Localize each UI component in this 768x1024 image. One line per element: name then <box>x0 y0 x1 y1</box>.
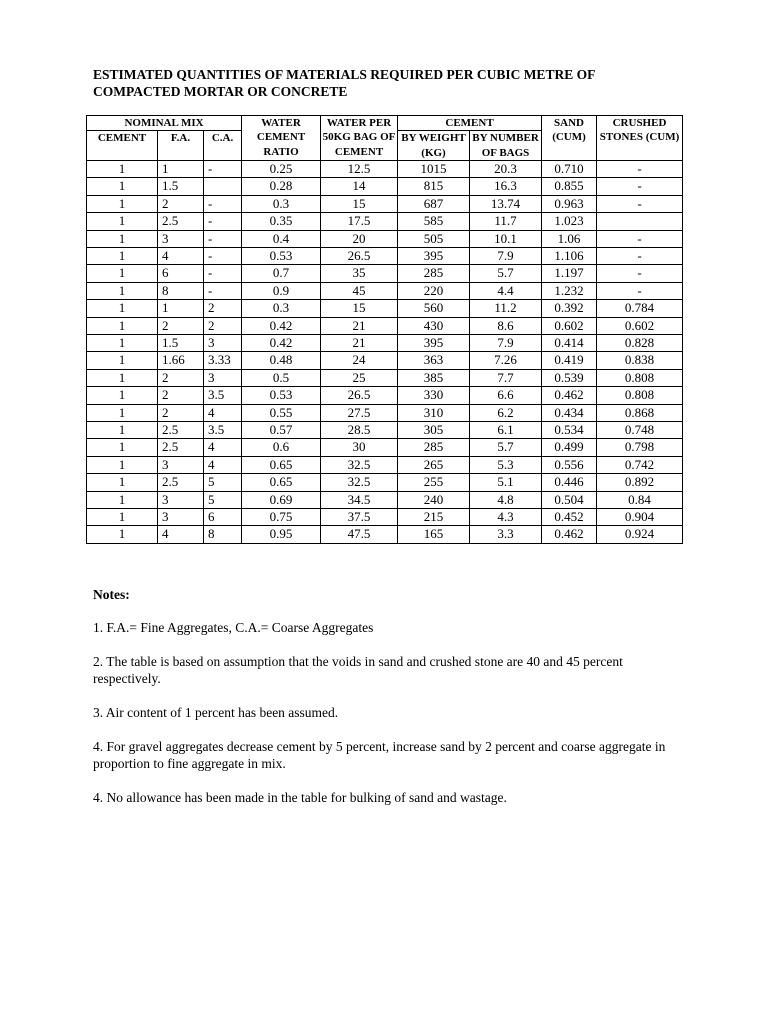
table-row <box>87 421 683 438</box>
header-by-weight: BY WEIGHT (KG) <box>398 131 470 161</box>
table-cell: 1.5 <box>158 334 204 351</box>
table-cell: 5 <box>204 474 242 491</box>
table-cell: 6.1 <box>470 421 542 438</box>
table-cell: 0.855 <box>542 178 597 195</box>
table-row <box>87 439 683 456</box>
table-row <box>87 300 683 317</box>
table-cell: 25 <box>321 369 398 386</box>
table-row <box>87 230 683 247</box>
table-cell: 5.3 <box>470 456 542 473</box>
table-cell: 0.904 <box>597 509 683 526</box>
table-cell: 37.5 <box>321 509 398 526</box>
table-cell: 34.5 <box>321 491 398 508</box>
table-cell: 0.539 <box>542 369 597 386</box>
table-cell: 1.197 <box>542 265 597 282</box>
table-cell: 1 <box>87 352 158 369</box>
table-cell: 1015 <box>398 160 470 177</box>
table-cell: 0.504 <box>542 491 597 508</box>
table-cell: 0.25 <box>242 160 321 177</box>
table-cell: - <box>597 178 683 195</box>
header-water-cement-ratio: WATER CEMENT RATIO <box>242 116 321 161</box>
table-cell: 165 <box>398 526 470 543</box>
table-cell: 3 <box>158 230 204 247</box>
table-cell: 4 <box>204 439 242 456</box>
table-cell: 0.57 <box>242 421 321 438</box>
table-cell: 3.33 <box>204 352 242 369</box>
table-cell: - <box>204 213 242 230</box>
table-cell: 395 <box>398 334 470 351</box>
table-cell: 0.798 <box>597 439 683 456</box>
table-cell: 1 <box>87 439 158 456</box>
table-cell: 0.892 <box>597 474 683 491</box>
table-cell: 560 <box>398 300 470 317</box>
table-cell: 5 <box>204 491 242 508</box>
table-cell: 1 <box>87 526 158 543</box>
table-cell: 17.5 <box>321 213 398 230</box>
table-row <box>87 474 683 491</box>
table-cell: - <box>204 265 242 282</box>
materials-table <box>86 115 683 544</box>
table-cell: 0.95 <box>242 526 321 543</box>
header-cement-group: CEMENT <box>398 116 542 131</box>
table-cell: 0.963 <box>542 195 597 212</box>
table-cell: 1 <box>87 369 158 386</box>
table-cell: 0.42 <box>242 334 321 351</box>
table-cell: 0.808 <box>597 369 683 386</box>
table-cell: 0.6 <box>242 439 321 456</box>
table-cell: 385 <box>398 369 470 386</box>
table-cell: 3 <box>158 491 204 508</box>
table-cell: 21 <box>321 317 398 334</box>
table-cell: 21 <box>321 334 398 351</box>
table-cell: 0.534 <box>542 421 597 438</box>
table-cell: 220 <box>398 282 470 299</box>
table-cell: 7.26 <box>470 352 542 369</box>
table-cell: 585 <box>398 213 470 230</box>
notes-section <box>93 586 693 823</box>
table-cell: 0.710 <box>542 160 597 177</box>
table-cell: 2 <box>158 369 204 386</box>
table-cell: - <box>597 195 683 212</box>
table-cell: 1 <box>87 421 158 438</box>
table-row <box>87 178 683 195</box>
table-cell: 2.5 <box>158 421 204 438</box>
table-cell: 6 <box>204 509 242 526</box>
table-cell: 16.3 <box>470 178 542 195</box>
table-cell: 28.5 <box>321 421 398 438</box>
table-cell: 1 <box>87 474 158 491</box>
table-cell: 2 <box>158 317 204 334</box>
table-row <box>87 509 683 526</box>
table-cell: 1 <box>87 300 158 317</box>
table-cell: 0.35 <box>242 213 321 230</box>
table-cell: 20 <box>321 230 398 247</box>
table-cell: - <box>204 230 242 247</box>
table-cell: 5.7 <box>470 439 542 456</box>
table-cell: 265 <box>398 456 470 473</box>
table-cell: - <box>597 247 683 264</box>
table-cell: 26.5 <box>321 247 398 264</box>
table-cell: 1 <box>87 265 158 282</box>
table-cell: 0.838 <box>597 352 683 369</box>
table-cell: 6.6 <box>470 387 542 404</box>
table-cell: 8 <box>158 282 204 299</box>
table-cell: 0.5 <box>242 369 321 386</box>
table-cell: 395 <box>398 247 470 264</box>
table-cell: 1.232 <box>542 282 597 299</box>
table-cell: 2.5 <box>158 213 204 230</box>
table-cell: 255 <box>398 474 470 491</box>
table-cell: 0.808 <box>597 387 683 404</box>
table-cell: 0.53 <box>242 247 321 264</box>
table-cell: 0.868 <box>597 404 683 421</box>
table-cell: 8.6 <box>470 317 542 334</box>
table-row <box>87 456 683 473</box>
table-cell: 363 <box>398 352 470 369</box>
table-cell: 5.1 <box>470 474 542 491</box>
table-cell: 12.5 <box>321 160 398 177</box>
table-cell: 13.74 <box>470 195 542 212</box>
table-cell: 0.446 <box>542 474 597 491</box>
table-cell: 0.42 <box>242 317 321 334</box>
title-line-1: ESTIMATED QUANTITIES OF MATERIALS REQUIRED PER CUBIC METRE OF <box>93 67 596 82</box>
table-cell: 1 <box>87 247 158 264</box>
header-water-per-bag: WATER PER 50KG BAG OF CEMENT <box>321 116 398 161</box>
table-cell: - <box>597 230 683 247</box>
table-cell: 1.5 <box>158 178 204 195</box>
table-cell: 1 <box>87 456 158 473</box>
table-cell: 1 <box>158 300 204 317</box>
table-cell: 1.106 <box>542 247 597 264</box>
table-cell: 285 <box>398 439 470 456</box>
table-cell: 0.414 <box>542 334 597 351</box>
table-cell: 32.5 <box>321 474 398 491</box>
table-row <box>87 160 683 177</box>
table-cell: 0.53 <box>242 387 321 404</box>
table-cell: 11.7 <box>470 213 542 230</box>
table-cell: 1 <box>87 334 158 351</box>
header-sand: SAND (CUM) <box>542 116 597 161</box>
table-cell: 45 <box>321 282 398 299</box>
table-cell: 0.84 <box>597 491 683 508</box>
header-crushed-stones: CRUSHED STONES (CUM) <box>597 116 683 161</box>
table-cell: 4.8 <box>470 491 542 508</box>
table-cell: - <box>204 282 242 299</box>
table-cell: 2 <box>158 404 204 421</box>
table-cell: 4 <box>158 526 204 543</box>
header-by-bags: BY NUMBER OF BAGS <box>470 131 542 161</box>
table-cell: 0.556 <box>542 456 597 473</box>
table-row <box>87 352 683 369</box>
table-cell: 1 <box>87 230 158 247</box>
header-fa: F.A. <box>158 131 204 161</box>
table-cell: 0.3 <box>242 300 321 317</box>
table-cell: 1 <box>87 160 158 177</box>
table-cell: 330 <box>398 387 470 404</box>
table-cell: - <box>597 265 683 282</box>
table-cell: 4 <box>158 247 204 264</box>
table-cell <box>597 213 683 230</box>
table-cell: 430 <box>398 317 470 334</box>
table-cell: 285 <box>398 265 470 282</box>
table-row <box>87 491 683 508</box>
table-row <box>87 247 683 264</box>
table-cell: 0.3 <box>242 195 321 212</box>
table-cell: 1 <box>87 387 158 404</box>
table-cell: 215 <box>398 509 470 526</box>
table-row <box>87 282 683 299</box>
table-cell: 10.1 <box>470 230 542 247</box>
table-row <box>87 265 683 282</box>
table-cell: 0.75 <box>242 509 321 526</box>
table-cell: 35 <box>321 265 398 282</box>
table-cell: 687 <box>398 195 470 212</box>
table-cell: 24 <box>321 352 398 369</box>
table-cell: 305 <box>398 421 470 438</box>
table-cell: 815 <box>398 178 470 195</box>
table-cell: - <box>597 160 683 177</box>
table-cell: 30 <box>321 439 398 456</box>
table-row <box>87 369 683 386</box>
table-cell: 2 <box>204 317 242 334</box>
table-cell: 7.7 <box>470 369 542 386</box>
table-cell: 4.3 <box>470 509 542 526</box>
table-cell: 1 <box>87 178 158 195</box>
table-cell: 4 <box>204 404 242 421</box>
table-cell: 0.784 <box>597 300 683 317</box>
table-body <box>87 160 683 543</box>
table-cell: 0.452 <box>542 509 597 526</box>
notes-heading: Notes: <box>93 587 130 602</box>
header-ca: C.A. <box>204 131 242 161</box>
note-item: 4. No allowance has been made in the table for bulking of sand and wastage. <box>93 790 507 805</box>
table-cell: 3 <box>204 334 242 351</box>
table-cell: 1 <box>87 491 158 508</box>
table-cell: 2.5 <box>158 439 204 456</box>
header-cement: CEMENT <box>87 131 158 161</box>
table-cell: 0.602 <box>597 317 683 334</box>
table-cell: 0.419 <box>542 352 597 369</box>
table-cell: 1 <box>87 509 158 526</box>
table-row <box>87 317 683 334</box>
table-cell: 2.5 <box>158 474 204 491</box>
table-cell: 6.2 <box>470 404 542 421</box>
table-cell: 7.9 <box>470 334 542 351</box>
table-cell: 310 <box>398 404 470 421</box>
table-cell: 1 <box>87 282 158 299</box>
table-cell: 0.392 <box>542 300 597 317</box>
table-cell: - <box>204 195 242 212</box>
table-cell: 6 <box>158 265 204 282</box>
table-cell: 0.742 <box>597 456 683 473</box>
note-item: 1. F.A.= Fine Aggregates, C.A.= Coarse Aggregates <box>93 620 374 635</box>
table-cell: 8 <box>204 526 242 543</box>
table-cell: 15 <box>321 195 398 212</box>
table-cell: 5.7 <box>470 265 542 282</box>
table-cell: 0.499 <box>542 439 597 456</box>
table-cell: 26.5 <box>321 387 398 404</box>
table-cell: 1 <box>87 195 158 212</box>
table-cell: 0.48 <box>242 352 321 369</box>
document-title <box>93 66 693 100</box>
table-row <box>87 334 683 351</box>
table-cell: 1.06 <box>542 230 597 247</box>
table-cell: 3 <box>158 509 204 526</box>
table-cell: 4.4 <box>470 282 542 299</box>
table-cell: 0.828 <box>597 334 683 351</box>
table-cell: 0.462 <box>542 526 597 543</box>
table-cell: 15 <box>321 300 398 317</box>
table-cell: 240 <box>398 491 470 508</box>
table-cell: 0.65 <box>242 474 321 491</box>
table-cell: 3.5 <box>204 421 242 438</box>
note-item: 3. Air content of 1 percent has been assumed. <box>93 705 339 720</box>
table-cell: 3.5 <box>204 387 242 404</box>
table-cell: 0.4 <box>242 230 321 247</box>
table-cell: 47.5 <box>321 526 398 543</box>
header-nominal-mix: NOMINAL MIX <box>87 116 242 131</box>
table-cell: 2 <box>158 195 204 212</box>
table-cell: 1.66 <box>158 352 204 369</box>
table-cell: 4 <box>204 456 242 473</box>
table-cell: - <box>204 160 242 177</box>
table-row <box>87 195 683 212</box>
table-cell: - <box>597 282 683 299</box>
table-cell: 0.69 <box>242 491 321 508</box>
table-cell: 20.3 <box>470 160 542 177</box>
table-cell: 1 <box>158 160 204 177</box>
table-cell: 2 <box>158 387 204 404</box>
table-cell: 0.55 <box>242 404 321 421</box>
table-cell: 2 <box>204 300 242 317</box>
title-line-2: COMPACTED MORTAR OR CONCRETE <box>93 84 348 99</box>
table-cell: 0.9 <box>242 282 321 299</box>
table-cell: 0.28 <box>242 178 321 195</box>
table-cell: 14 <box>321 178 398 195</box>
table-row <box>87 526 683 543</box>
table-cell: 0.748 <box>597 421 683 438</box>
table-cell: 3 <box>204 369 242 386</box>
note-item: 2. The table is based on assumption that the voids in sand and crushed stone are 40 and 45 percent respectively. <box>93 654 623 686</box>
table-cell: 27.5 <box>321 404 398 421</box>
table-cell: 0.462 <box>542 387 597 404</box>
table-cell: 505 <box>398 230 470 247</box>
table-cell: 32.5 <box>321 456 398 473</box>
table-row <box>87 213 683 230</box>
table-cell <box>204 178 242 195</box>
table-cell: 1 <box>87 317 158 334</box>
table-cell: 7.9 <box>470 247 542 264</box>
table-cell: 1.023 <box>542 213 597 230</box>
note-item: 4. For gravel aggregates decrease cement by 5 percent, increase sand by 2 percent and coarse aggregate in proportion to fine aggregate in mix. <box>93 739 666 771</box>
table-cell: 3.3 <box>470 526 542 543</box>
table-cell: 0.602 <box>542 317 597 334</box>
table-cell: 0.65 <box>242 456 321 473</box>
table-cell: 0.7 <box>242 265 321 282</box>
table-cell: 0.924 <box>597 526 683 543</box>
table-cell: 1 <box>87 213 158 230</box>
table-cell: 11.2 <box>470 300 542 317</box>
table-cell: 3 <box>158 456 204 473</box>
table-row <box>87 404 683 421</box>
table-cell: 1 <box>87 404 158 421</box>
table-cell: 0.434 <box>542 404 597 421</box>
table-cell: - <box>204 247 242 264</box>
table-row <box>87 387 683 404</box>
